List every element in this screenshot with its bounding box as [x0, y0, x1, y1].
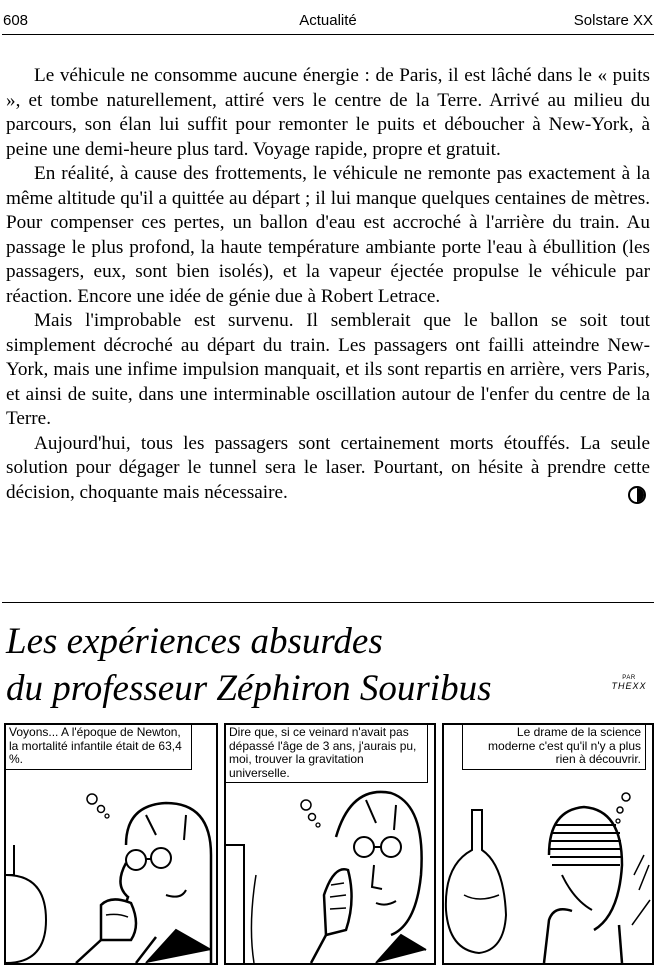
- section-title: Actualité: [299, 12, 357, 29]
- article-paragraph-4: [6, 432, 650, 506]
- article-paragraph-3: Mais l'improbable est survenu. Il semblerait que le ballon se soit tout simplement décroché au départ du train. Les passagers ont failli atteindre New-York, mais une infime impulsion manquait, et ils sont repartis en arrière, vers Paris, et ainsi de suite, dans une interminable oscillation autour de l'enfer du centre de la Terre.: [6, 310, 650, 429]
- half-filled-circle-icon: [628, 486, 646, 504]
- comic-panel-1: [4, 723, 218, 965]
- comic-title: [6, 618, 606, 712]
- running-header: [3, 8, 653, 34]
- panel-1-caption: Voyons... A l'époque de Newton, la mortalité infantile était de 63,4 %.: [4, 723, 192, 770]
- comic-credit: [604, 674, 654, 690]
- comic-title-line-1: Les expériences absurdes: [6, 621, 383, 662]
- article-paragraph-1: Le véhicule ne consomme aucune énergie : de Paris, il est lâché dans le « puits », et tombe naturellement, attiré vers le centre de la Terre. Arrivé au milieu du parcours, son élan lui suffit pour remonter le puits et déboucher à New-York, à peine une demi-heure plus tard. Voyage rapide, propre et gratuit.: [6, 65, 650, 160]
- credit-par: PAR: [622, 675, 636, 681]
- journal-name: Solstare XX: [573, 12, 653, 29]
- page-number: 608: [3, 12, 29, 29]
- panel-2-caption: Dire que, si ce veinard n'avait pas dépassé l'âge de 3 ans, j'aurais pu, moi, trouver la gravitation universelle.: [224, 723, 428, 783]
- comic-title-line-2: du professeur Zéphiron Souribus: [6, 668, 492, 709]
- header-rule: [2, 34, 654, 35]
- section-rule: [2, 602, 654, 603]
- article-paragraph-2: En réalité, à cause des frottements, le véhicule ne remonte pas exactement à la même altitude qu'il a quittée au départ ; il lui manque quelques centaines de mètres. Pour compenser ces pertes, un ballon d'eau est accroché à l'arrière du train. Au passage le plus profond, la haute température ambiante porte l'eau à ébullition (les passagers, eux, sont bien isolés), et la vapeur éjectée propulse le véhicule par réaction. Encore une idée de génie due à Robert Letrace.: [6, 163, 650, 307]
- comic-panel-2: [224, 723, 436, 965]
- panel-3-caption: Le drame de la science moderne c'est qu'il n'y a plus rien à découvrir.: [462, 723, 646, 770]
- article-body: [6, 64, 650, 505]
- credit-author: THEXX: [611, 681, 647, 691]
- article-paragraph-4-text: Aujourd'hui, tous les passagers sont certainement morts étouffés. La seule solution pour dégager le tunnel sera le laser. Pourtant, on hésite à prendre cette décision, choquante mais nécessaire.: [6, 432, 650, 503]
- comic-panel-3: [442, 723, 654, 965]
